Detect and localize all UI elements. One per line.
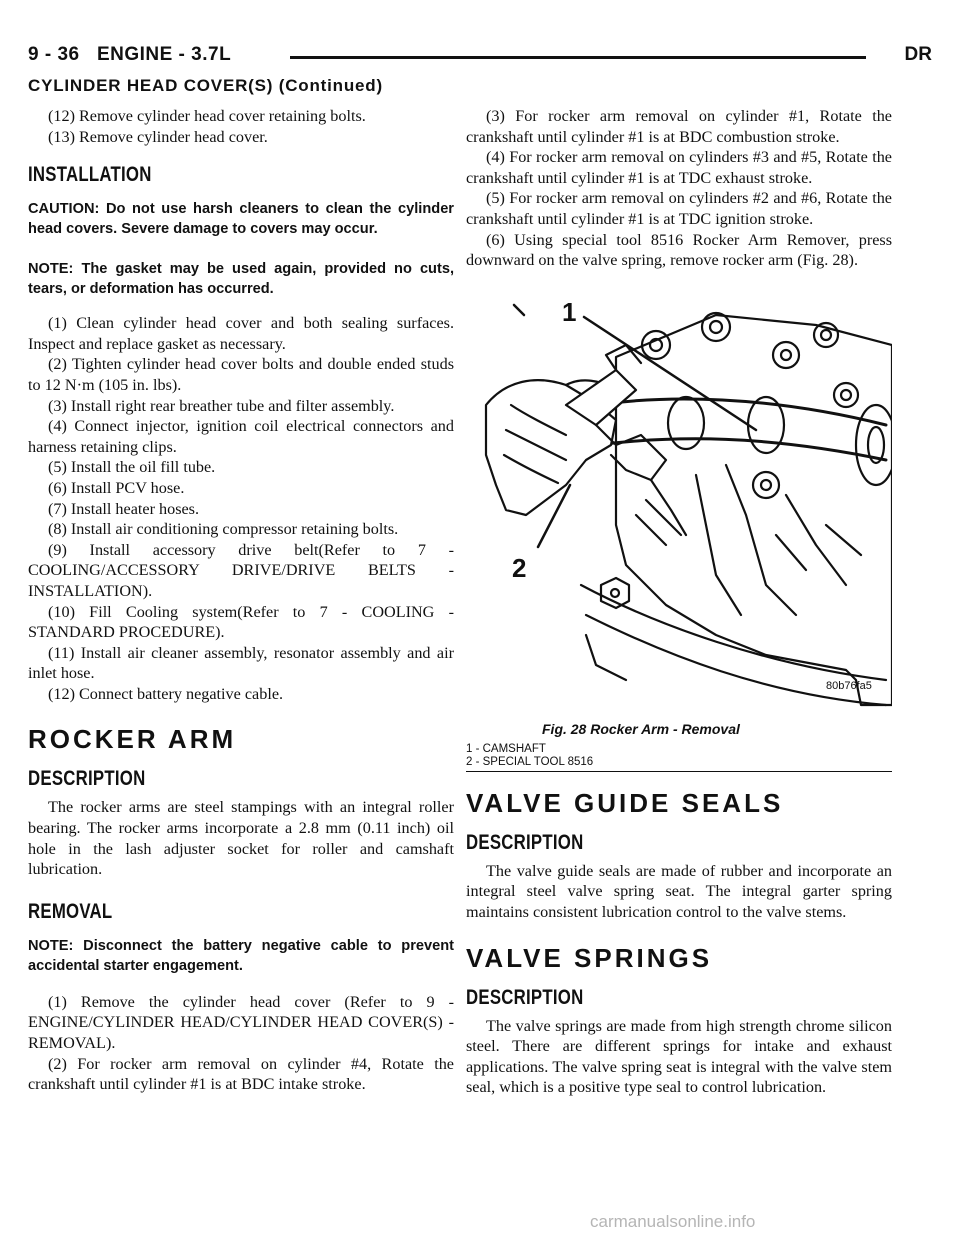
- description-heading: DESCRIPTION: [28, 767, 146, 791]
- step: (4) Connect injector, ignition coil electrical connectors and harness retaining clips.: [28, 417, 454, 456]
- section-name: ENGINE - 3.7L: [96, 44, 232, 65]
- page-number: 9 - 36 ENGINE - 3.7L: [28, 44, 232, 65]
- rocker-arm-title: ROCKER ARM: [28, 724, 237, 755]
- removal-note: NOTE: Disconnect the battery negative cable to prevent accidental starter engagement.: [28, 937, 454, 974]
- rocker-description: The rocker arms are steel stampings with an integral roller bearing. The rocker arms incorporate a 2.8 mm (0.11 inch) oil hole in the lash adjuster socket for roller and camshaft lubrication.: [28, 798, 454, 879]
- step: (1) Remove the cylinder head cover (Refer to 9 - ENGINE/CYLINDER HEAD/CYLINDER HEAD COVER(S) - REMOVAL).: [28, 992, 454, 1053]
- step: (1) Clean cylinder head cover and both sealing surfaces. Inspect and replace gasket as necessary.: [28, 314, 454, 353]
- removal-heading: REMOVAL: [28, 899, 113, 923]
- step: (2) For rocker arm removal on cylinder #4, Rotate the crankshaft until cylinder #1 is at BDC intake stroke.: [28, 1054, 454, 1094]
- legend-item: 2 - SPECIAL TOOL 8516: [466, 755, 594, 768]
- step: (3) For rocker arm removal on cylinder #1, Rotate the crankshaft until cylinder #1 is at BDC combustion stroke.: [466, 107, 892, 146]
- step: (5) Install the oil fill tube.: [48, 458, 216, 477]
- legend-item: 1 - CAMSHAFT: [466, 742, 546, 755]
- valve-springs-text: The valve springs are made from high strength chrome silicon steel. There are different springs for intake and exhaust applications. The valve spring seat is integral with the valve stem seal, which is a positive type seal to control lubrication.: [466, 1016, 892, 1097]
- left-column: [28, 106, 454, 1095]
- step: (12) Connect battery negative cable.: [48, 684, 284, 703]
- step: (10) Fill Cooling system(Refer to 7 - COOLING - STANDARD PROCEDURE).: [28, 602, 454, 642]
- header-rule: [290, 56, 866, 59]
- model-code: DR: [904, 44, 932, 65]
- step: (8) Install air conditioning compressor retaining bolts.: [48, 520, 399, 539]
- step: (3) Install right rear breather tube and filter assembly.: [48, 396, 395, 415]
- step: (13) Remove cylinder head cover.: [48, 127, 268, 146]
- step: (4) For rocker arm removal on cylinders #3 and #5, Rotate the crankshaft until cylinder #1 is at TDC exhaust stroke.: [466, 148, 892, 187]
- figure-rocker-arm-removal: [466, 285, 892, 715]
- continued-title: CYLINDER HEAD COVER(S) (Continued): [28, 76, 383, 95]
- right-column: [466, 106, 892, 1098]
- installation-heading: INSTALLATION: [28, 163, 152, 187]
- figure-legend: [466, 743, 892, 769]
- page-header: [28, 40, 932, 70]
- caution-text: CAUTION: Do not use harsh cleaners to clean the cylinder head covers. Severe damage to covers may occur.: [28, 201, 454, 238]
- callout-2: 2: [512, 552, 527, 583]
- valve-guide-seals-title: VALVE GUIDE SEALS: [466, 787, 784, 818]
- description-heading: DESCRIPTION: [466, 830, 584, 854]
- valve-guide-seals-text: The valve guide seals are made of rubber and incorporate an integral steel valve spring seat. The integral garter spring maintains consistent lubrication control to the valve stems.: [466, 861, 892, 921]
- step: (9) Install accessory drive belt(Refer to 7 - COOLING/ACCESSORY DRIVE/DRIVE BELTS - INSTALLATION).: [28, 540, 454, 600]
- installation-steps: [28, 313, 454, 704]
- watermark: carmanualsonline.info: [590, 1212, 756, 1231]
- rocker-arm-illustration: [466, 285, 892, 715]
- step: (6) Using special tool 8516 Rocker Arm Remover, press downward on the valve spring, remove rocker arm (Fig. 28).: [466, 230, 892, 270]
- figure-caption: Fig. 28 Rocker Arm - Removal: [542, 720, 740, 737]
- note-text: NOTE: The gasket may be used again, provided no cuts, tears, or deformation has occurred.: [28, 261, 454, 298]
- step: (12) Remove cylinder head cover retaining bolts.: [48, 107, 366, 125]
- step: (11) Install air cleaner assembly, resonator assembly and air inlet hose.: [28, 643, 454, 683]
- step: (5) For rocker arm removal on cylinders #2 and #6, Rotate the crankshaft until cylinder #1 is at TDC ignition stroke.: [466, 189, 892, 228]
- image-code: 80b76fa5: [826, 679, 872, 692]
- description-heading: DESCRIPTION: [466, 985, 584, 1009]
- step: (6) Install PCV hose.: [48, 478, 185, 497]
- figure-rule: [466, 771, 892, 772]
- step: (2) Tighten cylinder head cover bolts and double ended studs to 12 N·m (105 in. lbs).: [28, 355, 454, 394]
- step: (7) Install heater hoses.: [48, 499, 200, 518]
- removal-steps: [28, 992, 454, 1095]
- valve-springs-title: VALVE SPRINGS: [466, 942, 713, 973]
- callout-1: 1: [562, 296, 577, 327]
